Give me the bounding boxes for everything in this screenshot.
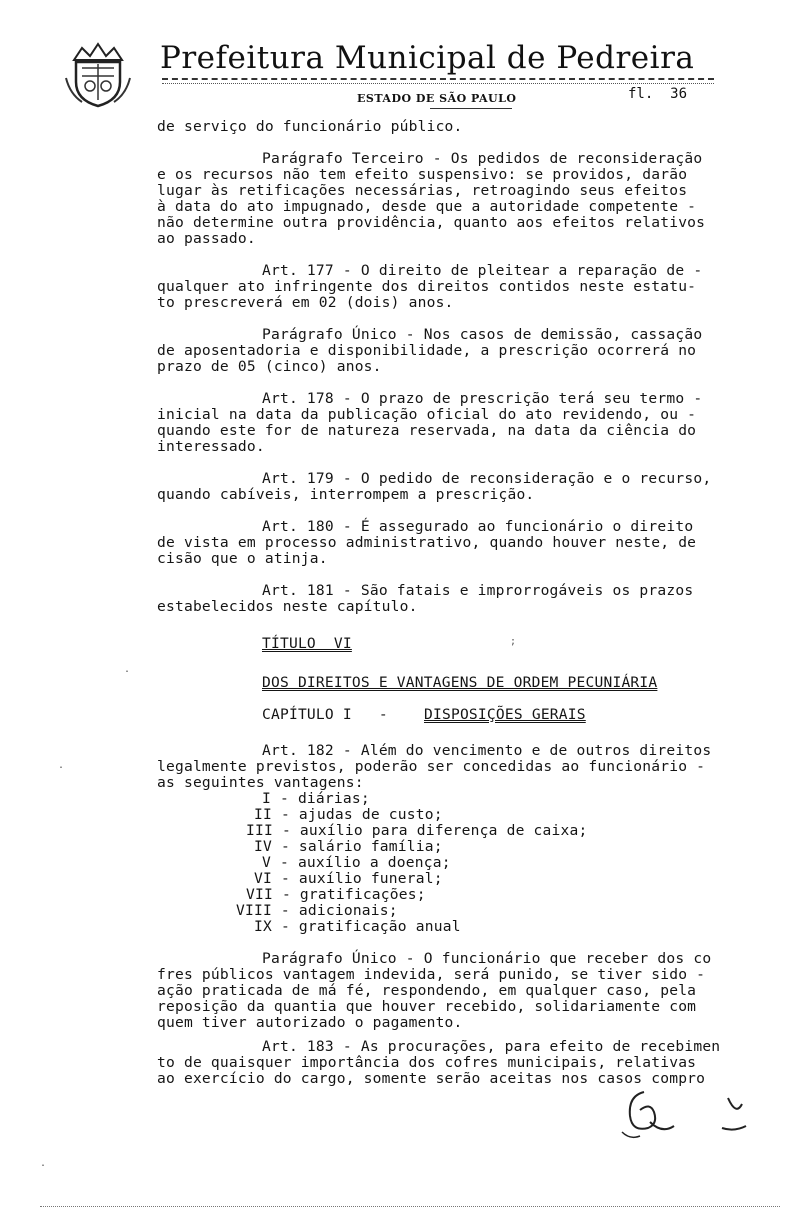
margin-mark: . (124, 664, 131, 675)
margin-mark: . (58, 760, 65, 771)
body-text-line: V - auxílio a doença; (262, 854, 451, 871)
page-bottom-edge (40, 1206, 780, 1207)
chapter-name: DISPOSIÇÕES GERAIS (424, 706, 586, 723)
body-text-line: quando este for de natureza reservada, na data da ciência do (157, 422, 697, 439)
header-rule (162, 78, 714, 80)
body-text-line: interessado. (157, 438, 265, 455)
body-text-line: fres públicos vantagem indevida, será punido, se tiver sido - (157, 966, 706, 983)
body-text-line: II - ajudas de custo; (254, 806, 443, 823)
body-text-line: não determine outra providência, quanto aos efeitos relativos (157, 214, 706, 231)
body-text-line: quem tiver autorizado o pagamento. (157, 1014, 463, 1031)
body-text-line: III - auxílio para diferença de caixa; (246, 822, 588, 839)
body-text-line: qualquer ato infringente dos direitos contidos neste estatu- (157, 278, 697, 295)
margin-mark: . (40, 1158, 47, 1169)
body-text-line: VIII - adicionais; (236, 902, 398, 919)
body-text-line: legalmente previstos, poderão ser concedidas ao funcionário - (157, 758, 706, 775)
title-name: DOS DIREITOS E VANTAGENS DE ORDEM PECUNIÁRIA (262, 674, 658, 691)
header-rule-secondary (162, 83, 714, 84)
body-text-line: Parágrafo Único - O funcionário que receber dos co (262, 950, 712, 967)
chapter-heading: CAPÍTULO I - (262, 706, 388, 723)
folio-number: fl. 36 (628, 86, 688, 102)
body-text-line: prazo de 05 (cinco) anos. (157, 358, 382, 375)
body-text-line: ao passado. (157, 230, 256, 247)
body-text-line: Parágrafo Terceiro - Os pedidos de reconsideração (262, 150, 703, 167)
body-text-line: estabelecidos neste capítulo. (157, 598, 418, 615)
body-text-line: to prescreverá em 02 (dois) anos. (157, 294, 454, 311)
body-text-line: VI - auxílio funeral; (254, 870, 443, 887)
body-text-line: Parágrafo Único - Nos casos de demissão, cassação (262, 326, 703, 343)
state-underline (430, 108, 512, 109)
body-text-line: Art. 180 - É assegurado ao funcionário o direito (262, 518, 694, 535)
body-text-line: ao exercício do cargo, somente serão aceitas nos casos compro (157, 1070, 706, 1087)
body-text-line: e os recursos não tem efeito suspensivo: se providos, darão (157, 166, 688, 183)
body-text-line: inicial na data da publicação oficial do ato revidendo, ou - (157, 406, 697, 423)
state-name: ESTADO DE SÃO PAULO (357, 92, 517, 105)
body-text-line: IV - salário família; (254, 838, 443, 855)
municipal-crest-icon (62, 38, 134, 110)
body-text-line: de serviço do funcionário público. (157, 118, 463, 135)
body-text-line: reposição da quantia que houver recebido, solidariamente com (157, 998, 697, 1015)
body-text-line: à data do ato impugnado, desde que a autoridade competente - (157, 198, 697, 215)
title-heading: TÍTULO VI (262, 635, 352, 652)
body-text-line: lugar às retificações necessárias, retroagindo seus efeitos (157, 182, 688, 199)
body-text-line: cisão que o atinja. (157, 550, 328, 567)
body-text-line: VII - gratificações; (246, 886, 426, 903)
handwritten-signature-icon (610, 1082, 760, 1142)
body-text-line: Art. 183 - As procurações, para efeito de recebimen (262, 1038, 721, 1055)
body-text-line: I - diárias; (262, 790, 370, 807)
body-text-line: as seguintes vantagens: (157, 774, 364, 791)
body-text-line: quando cabíveis, interrompem a prescrição. (157, 486, 535, 503)
municipality-title: Prefeitura Municipal de Pedreira (160, 40, 695, 76)
body-text-line: Art. 181 - São fatais e improrrogáveis os prazos (262, 582, 694, 599)
body-text-line: Art. 179 - O pedido de reconsideração e o recurso, (262, 470, 712, 487)
body-text-line: Art. 182 - Além do vencimento e de outros direitos (262, 742, 712, 759)
body-text-line: ação praticada de má fé, respondendo, em qualquer caso, pela (157, 982, 697, 999)
margin-mark: ; (510, 636, 517, 647)
body-text-line: de vista em processo administrativo, quando houver neste, de (157, 534, 697, 551)
body-text-line: IX - gratificação anual (254, 918, 461, 935)
body-text-line: de aposentadoria e disponibilidade, a prescrição ocorrerá no (157, 342, 697, 359)
body-text-line: Art. 178 - O prazo de prescrição terá seu termo - (262, 390, 703, 407)
body-text-line: Art. 177 - O direito de pleitear a reparação de - (262, 262, 703, 279)
body-text-line: to de quaisquer importância dos cofres municipais, relativas (157, 1054, 697, 1071)
